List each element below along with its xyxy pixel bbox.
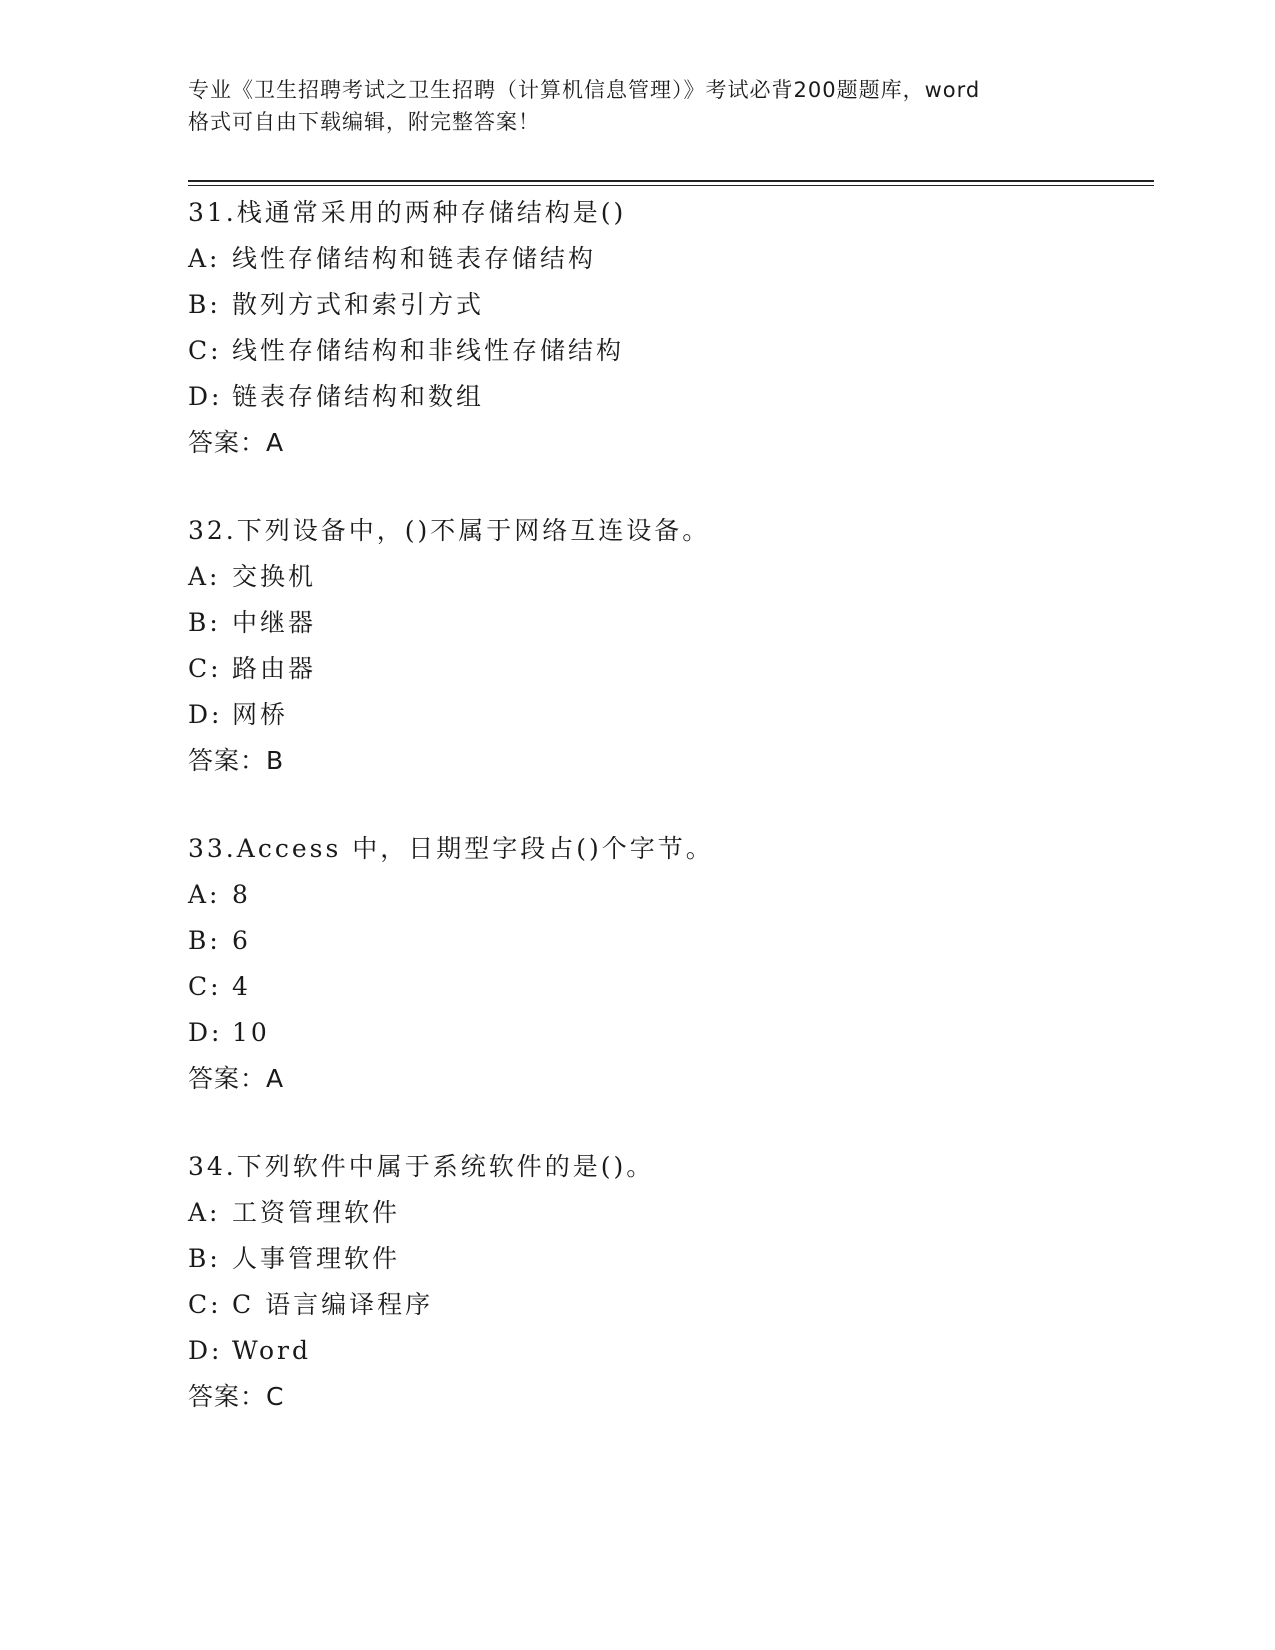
header-divider-thin: [188, 185, 1154, 186]
option-text: C 语言编译程序: [232, 1290, 434, 1319]
option-a: [188, 1190, 1148, 1236]
option-text: 散列方式和索引方式: [232, 290, 485, 319]
answer-line: 答案：B: [188, 746, 285, 775]
option-d: [188, 692, 1148, 738]
option-text: 6: [232, 926, 251, 955]
option-d: [188, 1328, 1148, 1374]
option-c: [188, 964, 1148, 1010]
option-b: [188, 1236, 1148, 1282]
option-a: [188, 554, 1148, 600]
option-tag: B:: [188, 608, 221, 637]
option-text: 人事管理软件: [232, 1244, 401, 1273]
answer-line: 答案：A: [188, 1064, 285, 1093]
header-line-1: 专业《卫生招聘考试之卫生招聘（计算机信息管理）》考试必背200题题库，word: [188, 78, 981, 102]
option-c: [188, 1282, 1148, 1328]
option-tag: C:: [188, 972, 222, 1001]
option-tag: C:: [188, 1290, 222, 1319]
option-text: 链表存储结构和数组: [232, 382, 485, 411]
option-tag: D:: [188, 700, 223, 729]
answer-line: 答案：C: [188, 1382, 285, 1411]
option-d: [188, 374, 1148, 420]
question-31: [188, 190, 1148, 466]
option-text: 交换机: [232, 562, 317, 591]
option-b: [188, 918, 1148, 964]
answer-line: 答案：A: [188, 428, 285, 457]
option-tag: D:: [188, 382, 223, 411]
option-d: [188, 1010, 1148, 1056]
option-text: 中继器: [232, 608, 317, 637]
option-a: [188, 872, 1148, 918]
option-text: 路由器: [232, 654, 317, 683]
option-a: [188, 236, 1148, 282]
option-tag: A:: [188, 1198, 221, 1227]
header-line-2: 格式可自由下载编辑，附完整答案！: [188, 110, 540, 134]
question-32: [188, 508, 1148, 784]
option-tag: C:: [188, 654, 222, 683]
option-text: 线性存储结构和非线性存储结构: [232, 336, 625, 365]
question-stem: 31.栈通常采用的两种存储结构是(): [188, 198, 627, 227]
option-c: [188, 646, 1148, 692]
option-text: 网桥: [232, 700, 289, 729]
option-text: 4: [232, 972, 251, 1001]
option-tag: A:: [188, 244, 221, 273]
question-stem: 33.Access 中，日期型字段占()个字节。: [188, 834, 714, 863]
option-text: 8: [232, 880, 251, 909]
option-text: 工资管理软件: [232, 1198, 401, 1227]
option-text: Word: [232, 1336, 312, 1365]
option-tag: A:: [188, 562, 221, 591]
question-stem: 34.下列软件中属于系统软件的是()。: [188, 1152, 655, 1181]
question-33: [188, 826, 1148, 1102]
option-tag: C:: [188, 336, 222, 365]
option-text: 线性存储结构和链表存储结构: [232, 244, 597, 273]
option-b: [188, 282, 1148, 328]
option-tag: B:: [188, 926, 221, 955]
option-text: 10: [232, 1018, 270, 1047]
option-tag: B:: [188, 290, 221, 319]
option-tag: D:: [188, 1336, 223, 1365]
document-header: [188, 74, 1088, 138]
question-list: [188, 190, 1148, 1462]
question-34: [188, 1144, 1148, 1420]
option-tag: B:: [188, 1244, 221, 1273]
option-c: [188, 328, 1148, 374]
option-tag: D:: [188, 1018, 223, 1047]
question-stem: 32.下列设备中，()不属于网络互连设备。: [188, 516, 711, 545]
option-b: [188, 600, 1148, 646]
option-tag: A:: [188, 880, 221, 909]
header-divider-thick: [188, 180, 1154, 182]
